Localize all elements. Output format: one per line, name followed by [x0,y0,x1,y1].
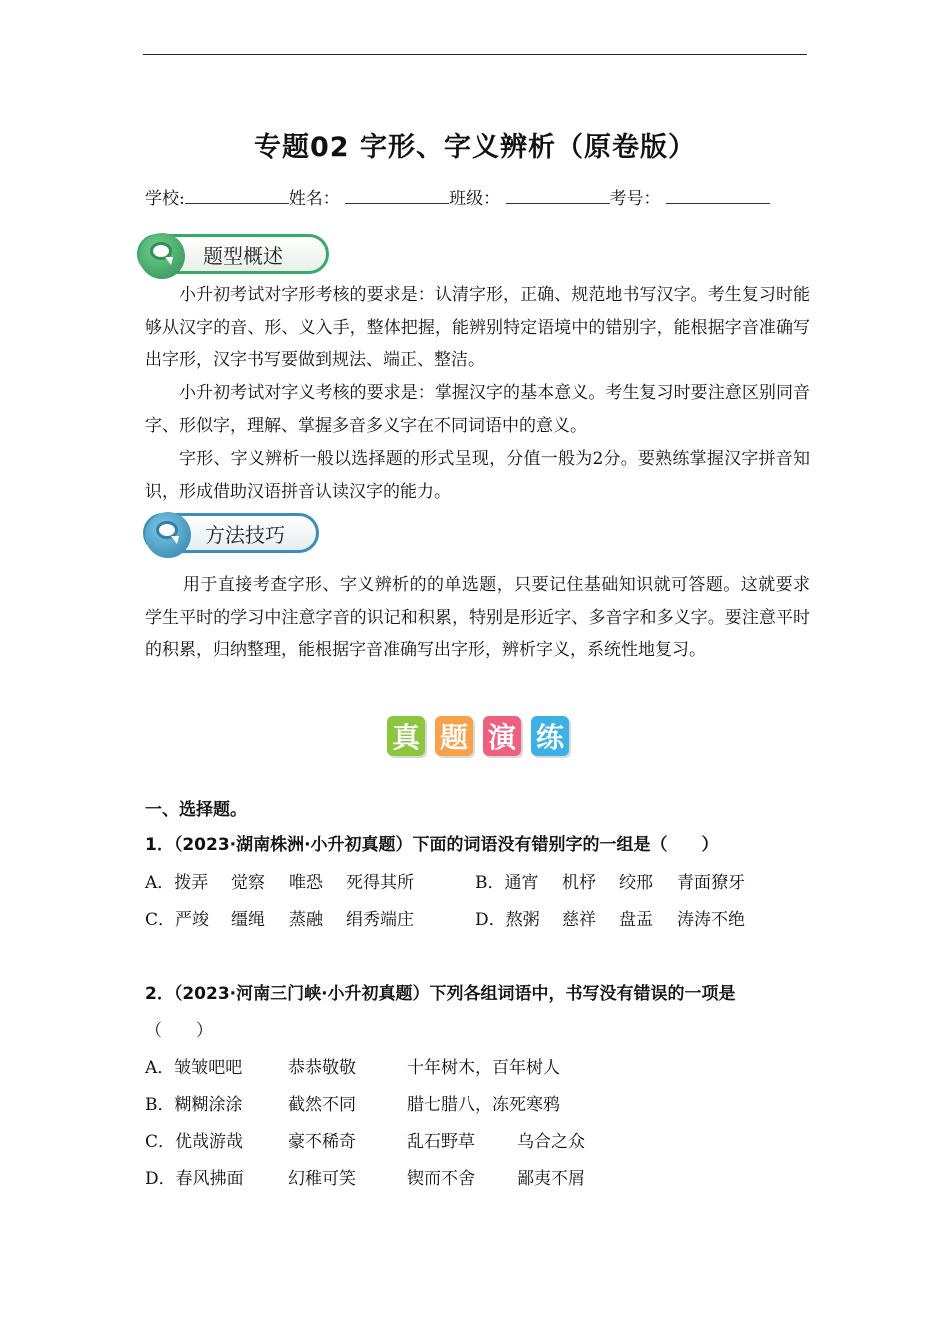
option-b-word: 绞邢 [619,873,653,893]
section-heading: 一、选择题。 [145,800,247,820]
method-paragraph: 用于直接考查字形、字义辨析的的单选题，只要记住基础知识就可答题。这就要求学生平时的学习中注意字音的识记和积累，特别是形近字、多音字和多义字。要注意平时的积累，归纳整理，能根据字音准确写出字形，辨析字义，系统性地复习。 [145,575,810,661]
overview-paragraph-1: 小升初考试对字形考核的要求是：认清字形，正确、规范地书写汉字。考生复习时能够从汉字的音、形、义入手，整体把握，能辨别特定语境中的错别字，能根据字音准确写出字形，汉字书写要做到规法、端正、整洁。 [145,285,810,371]
real-exam-practice-tiles [387,716,569,756]
option-d-word: 幻稚可笑 [288,1169,356,1189]
overview-banner-label: 题型概述 [203,244,283,268]
speech-bubble-icon [145,512,191,558]
option-b-word: 截然不同 [288,1095,356,1115]
student-info-line [145,184,770,209]
option-a[interactable]: A．拨弄 [145,873,209,893]
tile-ti: 题 [435,716,473,756]
option-b-word: 青面獠牙 [677,873,745,893]
method-banner [143,513,319,559]
overview-paragraph-2: 小升初考试对字义考核的要求是：掌握汉字的基本意义。考生复习时要注意区别同音字、形似字，理解、掌握多音多义字在不同词语中的意义。 [145,383,810,436]
option-a-word: 唯恐 [289,873,323,893]
option-b-word: 腊七腊八，冻死寒鸦 [407,1095,560,1115]
option-b[interactable]: B．糊糊涂涂 [145,1095,243,1115]
option-c-word: 乌合之众 [517,1132,585,1152]
tile-yan: 演 [483,716,521,756]
option-c[interactable]: C．优哉游哉 [145,1132,244,1152]
option-c-word: 绢秀端庄 [346,910,414,930]
option-a-word: 觉察 [231,873,265,893]
class-label: 班级： [449,189,501,209]
option-d[interactable]: D．春风拂面 [145,1169,244,1189]
school-blank[interactable] [185,187,289,204]
option-d-word: 涛涛不绝 [677,910,745,930]
option-c-word: 缰绳 [231,910,265,930]
option-c-word: 蒸融 [289,910,323,930]
speech-bubble-icon [139,233,185,279]
class-blank[interactable] [506,187,610,204]
tile-zhen: 真 [387,716,425,756]
name-blank[interactable] [345,187,449,204]
option-d-word: 鄙夷不屑 [517,1169,585,1189]
option-a[interactable]: A．皱皱吧吧 [145,1058,243,1078]
option-c[interactable]: C．严竣 [145,910,210,930]
page-title: 专题02 字形、字义辨析（原卷版） [254,132,696,163]
question-2-answer-bracket: （ ） [145,1021,213,1041]
option-a-word: 十年树木，百年树人 [407,1058,560,1078]
option-b[interactable]: B．通宵 [475,873,539,893]
overview-paragraph-3: 字形、字义辨析一般以选择题的形式呈现，分值一般为2分。要熟练掌握汉字拼音知识，形成借助汉语拼音认读汉字的能力。 [145,449,810,502]
question-2-stem: 2．（2023·河南三门峡·小升初真题）下列各组词语中，书写没有错误的一项是 [145,984,736,1004]
school-label: 学校: [145,189,185,209]
method-banner-label: 方法技巧 [205,523,285,547]
option-a-word: 恭恭敬敬 [288,1058,356,1078]
overview-banner [137,234,329,280]
name-label: 姓名： [288,189,340,209]
number-blank[interactable] [666,187,770,204]
option-d-word: 慈祥 [562,910,596,930]
tile-lian: 练 [531,716,569,756]
number-label: 考号： [609,189,661,209]
option-c-word: 乱石野草 [407,1132,475,1152]
option-d[interactable]: D．熬粥 [475,910,540,930]
option-d-word: 盘盂 [619,910,653,930]
header-rule [143,54,807,55]
option-b-word: 机杼 [562,873,596,893]
option-c-word: 豪不稀奇 [288,1132,356,1152]
question-1-stem: 1．（2023·湖南株洲·小升初真题）下面的词语没有错别字的一组是（ ） [145,835,719,855]
option-a-word: 死得其所 [346,873,414,893]
option-d-word: 锲而不舍 [407,1169,475,1189]
